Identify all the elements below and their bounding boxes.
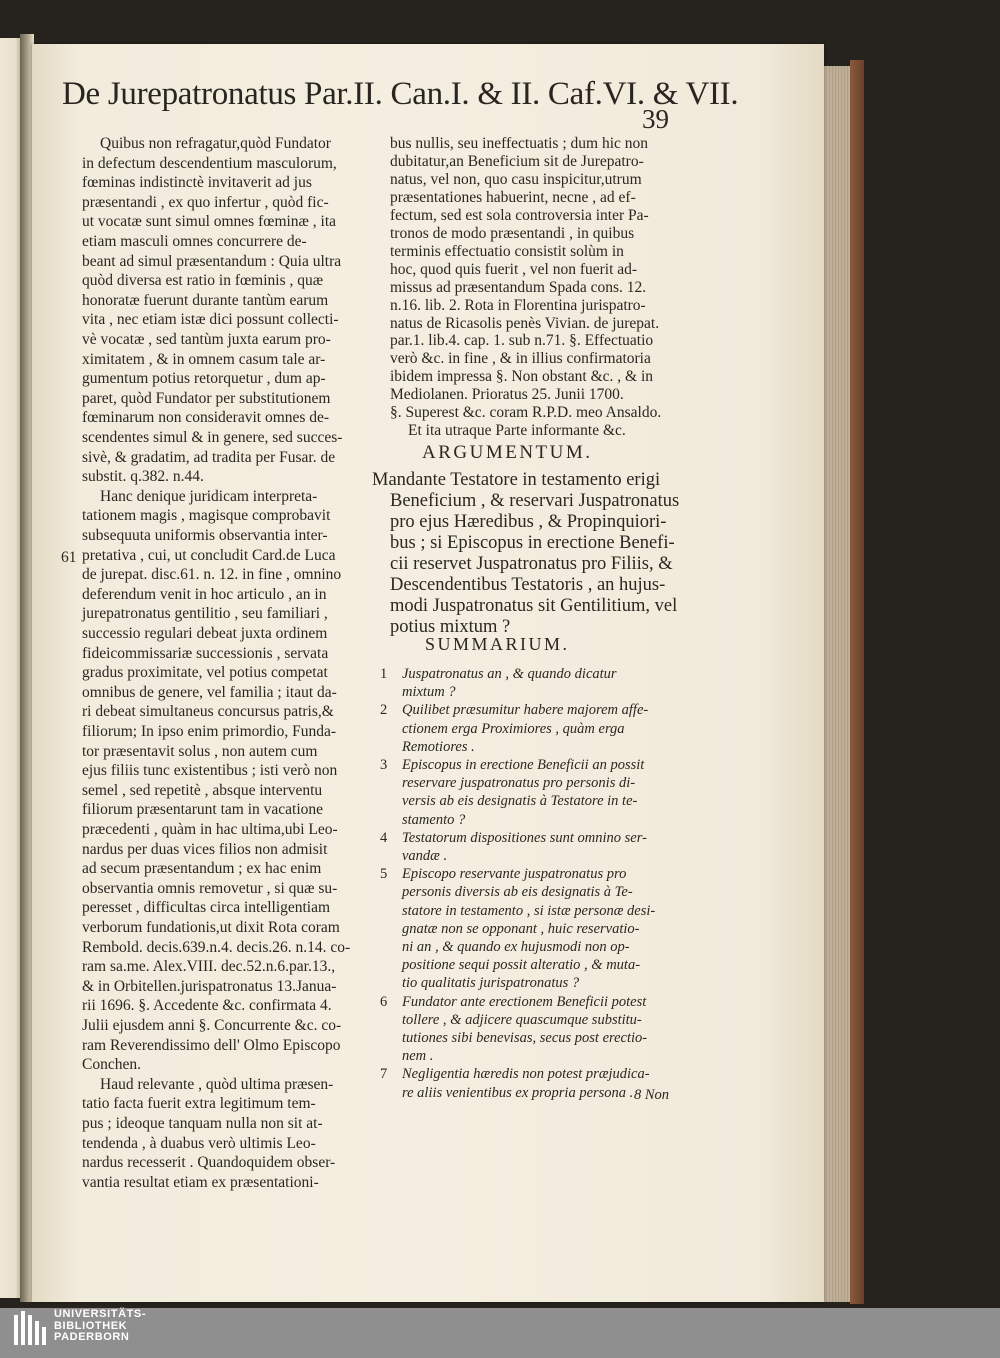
text-line: Quibus non refragatur,quòd Fundator xyxy=(100,135,331,152)
summarium-heading: SUMMARIUM. xyxy=(425,634,570,654)
text-line: rii 1696. §. Accedente &c. confirmata 4. xyxy=(82,997,332,1015)
summary-item-line: Remotiores . xyxy=(402,738,475,755)
text-line: nardus per duas vices filios non admisit xyxy=(82,840,328,858)
text-line: gradus proximitate, vel potius competat xyxy=(82,664,328,682)
text-line: verborum fundationis,ut dixit Rota coram xyxy=(82,919,340,936)
argumentum-line: Beneficium , & reservari Juspatronatus xyxy=(390,491,680,511)
text-line: fideicommissariæ successionis , servata xyxy=(82,644,329,662)
text-line: jurepatronatus gentilitio , seu familiari , xyxy=(82,605,328,623)
text-line: peresset , difficultas circa intelligentiam xyxy=(82,899,331,917)
text-line: Et ita utraque Parte informante &c. xyxy=(408,422,626,440)
summary-item-line: Fundator ante erectionem Beneficii potest xyxy=(402,993,647,1010)
text-line: filiorum; In ipso enim primordio, Funda- xyxy=(82,723,337,740)
summary-item-line: vandæ . xyxy=(402,848,448,864)
summary-item-line: Episcopo reservante juspatronatus pro xyxy=(402,866,627,883)
summary-item-line: Quilibet præsumitur habere majorem affe- xyxy=(402,702,649,719)
summary-item-number: 4 xyxy=(380,829,388,846)
text-line: bus nullis, seu ineffectuatis ; dum hic non xyxy=(390,135,649,152)
text-line: beant ad simul præsentandum : Quia ultra xyxy=(82,252,342,270)
text-line: n.16. lib. 2. Rota in Florentina jurispatro- xyxy=(390,296,646,314)
text-line: ad secum præsentandum ; ex hac enim xyxy=(82,860,322,878)
text-line: missus ad præsentandum Spada cons. 12. xyxy=(390,278,647,296)
left-page-edge xyxy=(0,38,22,1298)
argumentum-line: pro ejus Hæredibus , & Propinquiori- xyxy=(390,512,667,532)
text-line: tationem magis , magisque comprobavit xyxy=(82,507,331,525)
summary-item-line: ctionem erga Proximiores , quàm erga xyxy=(402,720,625,737)
text-line: substit. q.382. n.44. xyxy=(82,468,204,486)
text-line: terminis effectuatio consistit solùm in xyxy=(390,242,624,260)
text-line: ram Reverendissimo dell' Olmo Episcopo xyxy=(82,1036,341,1054)
text-line: gumentum potius retorquetur , dum ap- xyxy=(82,370,326,388)
summary-item-line: tollere , & adjicere quascumque substitu- xyxy=(402,1011,642,1028)
text-line: verò &c. in fine , & in illius confirmatoria xyxy=(390,350,651,368)
summary-item-line: re aliis venientibus ex propria persona . xyxy=(402,1084,634,1101)
summary-item-number: 1 xyxy=(380,666,388,682)
argumentum-heading: ARGUMENTUM. xyxy=(422,442,593,463)
footer-bar xyxy=(0,1308,1000,1358)
text-line: vè vocatæ , sed tantùm juxta earum pro- xyxy=(82,331,331,348)
text-line: præsentationes habuerint, necne , ad ef- xyxy=(390,188,636,206)
text-line: Rembold. decis.639.n.4. decis.26. n.14. co- xyxy=(82,938,351,956)
summary-item-line: statore in testamento , si istæ personæ desi- xyxy=(402,902,656,919)
library-logo-icon xyxy=(8,1307,54,1351)
text-line: Haud relevante , quòd ultima præsen- xyxy=(100,1075,334,1093)
summary-item-line: versis ab eis designatis à Testatore in te- xyxy=(402,793,638,810)
text-line: dubitatur,an Beneficium sit de Jurepatro- xyxy=(390,152,644,170)
text-line: sivè, & gradatim, ad tradita per Fusar. de xyxy=(82,448,336,466)
text-line: Mediolanen. Prioratus 25. Junii 1700. xyxy=(390,386,624,404)
text-line: fœminas indistinctè invitaverit ad jus xyxy=(82,174,312,192)
summary-item-line: ni an , & quando ex hujusmodi non op- xyxy=(402,939,630,955)
text-line: successio regulari debeat juxta ordinem xyxy=(82,625,328,642)
text-line: honoratæ fuerunt durante tantùm earum xyxy=(82,291,329,309)
summary-item-number: 5 xyxy=(380,866,388,883)
margin-number: 61 xyxy=(61,549,77,566)
page-edges xyxy=(822,66,852,1302)
summary-item-line: Negligentia hæredis non potest præjudica- xyxy=(402,1066,650,1083)
text-line: §. Superest &c. coram R.P.D. meo Ansaldo. xyxy=(390,404,662,422)
catchword: 8 Non xyxy=(634,1087,670,1103)
text-line: fœminarum non consideravit omnes de- xyxy=(82,409,330,427)
summary-item-line: reservare juspatronatus pro personis di- xyxy=(402,775,636,792)
text-line: & in Orbitellen.jurispatronatus 13.Janua- xyxy=(82,977,337,995)
text-line: præcedenti , quàm in hac ultima,ubi Leo- xyxy=(82,821,338,838)
text-line: deferendum venit in hoc articulo , an in xyxy=(82,585,327,603)
summary-item-line: tio qualitatis jurispatronatus ? xyxy=(402,975,580,992)
text-line: in defectum descendentium masculorum, xyxy=(82,154,337,172)
cover-edge xyxy=(850,60,864,1304)
text-line: tor præsentavit solus , non autem cum xyxy=(82,742,318,760)
text-line: observantia omnis removetur , si quæ su- xyxy=(82,879,338,897)
text-line: paret, quòd Fundator per substitutionem xyxy=(82,389,331,407)
summary-item-line: personis diversis ab eis designatis à Te- xyxy=(402,884,633,901)
text-line: natus de Ricasolis penès Vivian. de jurepat. xyxy=(390,314,660,332)
text-line: vita , nec etiam istæ dici possunt collecti- xyxy=(82,311,339,329)
summary-item-number: 7 xyxy=(380,1066,388,1083)
text-line: ejus filiis tunc existentibus ; isti verò non xyxy=(82,762,338,780)
library-name xyxy=(54,1309,146,1344)
text-line: ram sa.me. Alex.VIII. dec.52.n.6.par.13., xyxy=(82,958,336,976)
argumentum-line: cii reservet Juspatronatus pro Filiis, & xyxy=(390,554,673,574)
summary-item-number: 3 xyxy=(380,757,388,773)
argumentum-line: Descendentibus Testatoris , an hujus- xyxy=(390,575,666,595)
text-line: subsequuta uniformis observantia inter- xyxy=(82,527,328,544)
text-line: Hanc denique juridicam interpreta- xyxy=(100,487,318,505)
text-line: nardus recesserit . Quandoquidem obser- xyxy=(82,1154,336,1172)
summary-item-line: gnatæ non se opponant , huic reservatio- xyxy=(402,920,640,937)
text-line: par.1. lib.4. cap. 1. sub n.71. §. Effectuatio xyxy=(390,332,654,350)
text-line: omnibus de genere, vel familia ; itaut da- xyxy=(82,683,337,701)
summary-item-line: tutiones sibi benevisas, secus post erectio- xyxy=(402,1030,648,1046)
summary-item-line: stamento ? xyxy=(402,811,466,828)
text-line: quòd diversa est ratio in fœminis , quæ xyxy=(82,272,324,290)
summary-item-line: Juspatronatus an , & quando dicatur xyxy=(402,666,617,682)
text-line: filiorum præsentarunt tam in vacatione xyxy=(82,801,324,819)
text-line: pus ; ideoque tanquam nulla non sit at- xyxy=(82,1115,323,1132)
page-number: 39 xyxy=(642,104,669,134)
text-line: pretativa , cui, ut concludit Card.de Luca xyxy=(82,546,336,564)
summary-item-number: 6 xyxy=(380,993,388,1010)
text-line: scendentes simul & in genere, sed succes- xyxy=(82,429,343,446)
summary-item-line: nem . xyxy=(402,1048,434,1065)
text-line: vantia resultat etiam ex præsentationi- xyxy=(82,1173,319,1191)
running-title: De Jurepatronatus Par.II. Can.I. & II. Caf.VI. & VII. xyxy=(62,76,739,112)
summary-item-number: 2 xyxy=(380,702,388,719)
text-line: ut vocatæ sunt simul omnes fœminæ , ita xyxy=(82,213,337,231)
text-line: ibidem impressa §. Non obstant &c. , & in xyxy=(390,368,654,386)
library-name-line: UNIVERSITÄTS- xyxy=(54,1308,147,1320)
text-line: ri debeat simultaneus concursus patris,& xyxy=(82,703,334,721)
text-line: tronos de modo præsentandi , in quibus xyxy=(390,224,635,242)
text-line: fectum, sed est sola controversia inter Pa- xyxy=(390,206,649,224)
argumentum-line: Mandante Testatore in testamento erigi xyxy=(372,470,661,490)
text-line: Julii ejusdem anni §. Concurrente &c. co- xyxy=(82,1017,342,1034)
text-line: ximitatem , & in omnem casum tale ar- xyxy=(82,350,326,368)
text-line: tendenda , à duabus verò ultimis Leo- xyxy=(82,1134,316,1152)
text-line: Conchen. xyxy=(82,1056,141,1074)
summary-item-line: mixtum ? xyxy=(402,684,456,701)
text-line: de jurepat. disc.61. n. 12. in fine , omnino xyxy=(82,566,342,584)
argumentum-line: bus ; si Episcopus in erectione Benefi- xyxy=(390,533,675,553)
text-line: hoc, quod quis fuerit , vel non fuerit ad- xyxy=(390,260,638,278)
text-line: etiam masculi omnes concurrere de- xyxy=(82,233,307,250)
text-line: natus, vel non, quo casu inspicitur,utrum xyxy=(390,170,642,188)
summary-item-line: Testatorum dispositiones sunt omnino ser- xyxy=(402,829,647,846)
text-line: semel , sed repetitè , absque interventu xyxy=(82,781,323,799)
argumentum-line: potius mixtum ? xyxy=(390,617,511,637)
text-line: tatio facta fuerit extra legitimum tem- xyxy=(82,1095,316,1113)
library-name-line: PADERBORN xyxy=(54,1331,130,1343)
library-name-line: BIBLIOTHEK xyxy=(54,1319,128,1332)
summary-item-line: Episcopus in erectione Beneficii an possit xyxy=(402,757,645,773)
summary-item-line: positione sequi possit alteratio , & muta- xyxy=(402,957,641,974)
text-line: præsentandi , ex quo infertur , quòd fic- xyxy=(82,193,329,211)
argumentum-line: modi Juspatronatus sit Gentilitium, vel xyxy=(390,596,678,616)
